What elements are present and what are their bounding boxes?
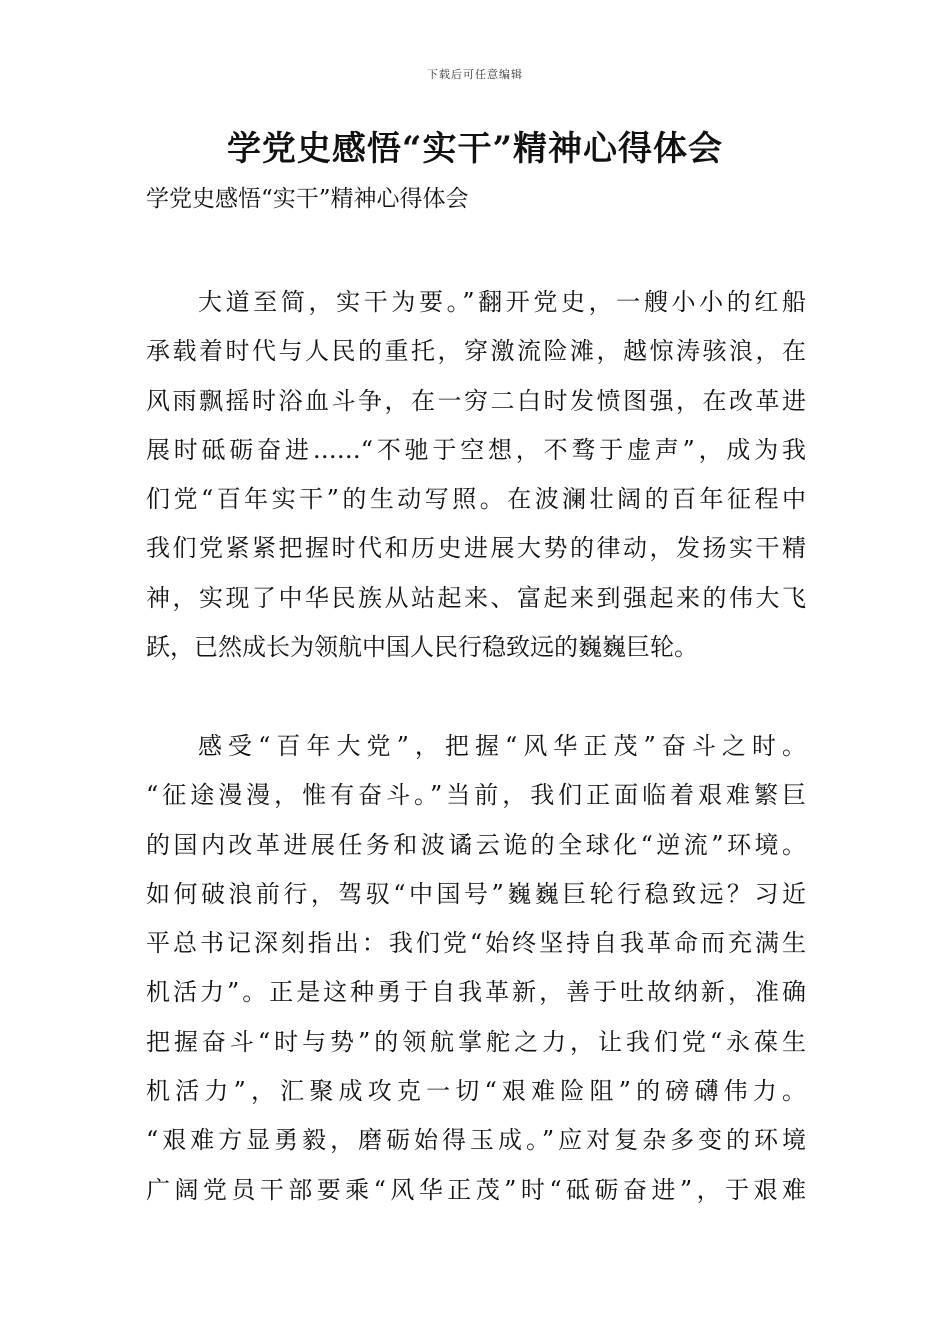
paragraph-line: 大道至简，实干为要。”翻开党史，一艘小小的红船 [198, 288, 806, 316]
document-subtitle: 学党史感悟“实干”精神心得体会 [146, 186, 469, 212]
body-paragraph-2 [146, 722, 806, 1215]
paragraph-line: “艰难方显勇毅，磨砺始得玉成。”应对复杂多变的环境 [146, 1126, 806, 1155]
paragraph-line: 的国内改革进展任务和波谲云诡的全球化“逆流”环境。 [146, 830, 806, 859]
paragraph-line: 神，实现了中华民族从站起来、富起来到强起来的伟大飞 [146, 583, 806, 612]
paragraph-line: 我们党紧紧把握时代和历史进展大势的律动，发扬实干精 [146, 534, 806, 563]
paragraph-line: 感受“百年大党”，把握“风华正茂”奋斗之时。 [198, 732, 806, 760]
document-title: 学党史感悟“实干”精神心得体会 [226, 129, 724, 169]
paragraph-line: “征途漫漫，惟有奋斗。”当前，我们正面临着艰难繁巨 [146, 781, 806, 810]
paragraph-line: 们党“百年实干”的生动写照。在波澜壮阔的百年征程中 [146, 485, 806, 514]
body-paragraph-1 [146, 278, 806, 672]
paragraph-line: 机活力”。正是这种勇于自我革新，善于吐故纳新，准确 [146, 978, 806, 1007]
paragraph-line: 把握奋斗“时与势”的领航掌舵之力，让我们党“永葆生 [146, 1027, 806, 1056]
paragraph-line: 如何破浪前行，驾驭“中国号”巍巍巨轮行稳致远？习近 [146, 879, 806, 908]
paragraph-line: 广阔党员干部要乘“风华正茂”时“砥砺奋进”，于艰难 [146, 1175, 806, 1204]
paragraph-line: 展时砥砺奋进……“不驰于空想，不骛于虚声”，成为我 [146, 435, 806, 464]
paragraph-line: 跃，已然成长为领航中国人民行稳致远的巍巍巨轮。 [146, 633, 698, 662]
paragraph-line: 风雨飘摇时浴血斗争，在一穷二白时发愤图强，在改革进 [146, 386, 806, 415]
paragraph-line: 平总书记深刻指出：我们党“始终坚持自我革命而充满生 [146, 929, 806, 958]
paragraph-line: 机活力”，汇聚成攻克一切“艰难险阻”的磅礴伟力。 [146, 1077, 806, 1106]
header-note: 下载后可任意编辑 [427, 68, 523, 81]
paragraph-line: 承载着时代与人民的重托，穿激流险滩，越惊涛骇浪，在 [146, 337, 806, 366]
